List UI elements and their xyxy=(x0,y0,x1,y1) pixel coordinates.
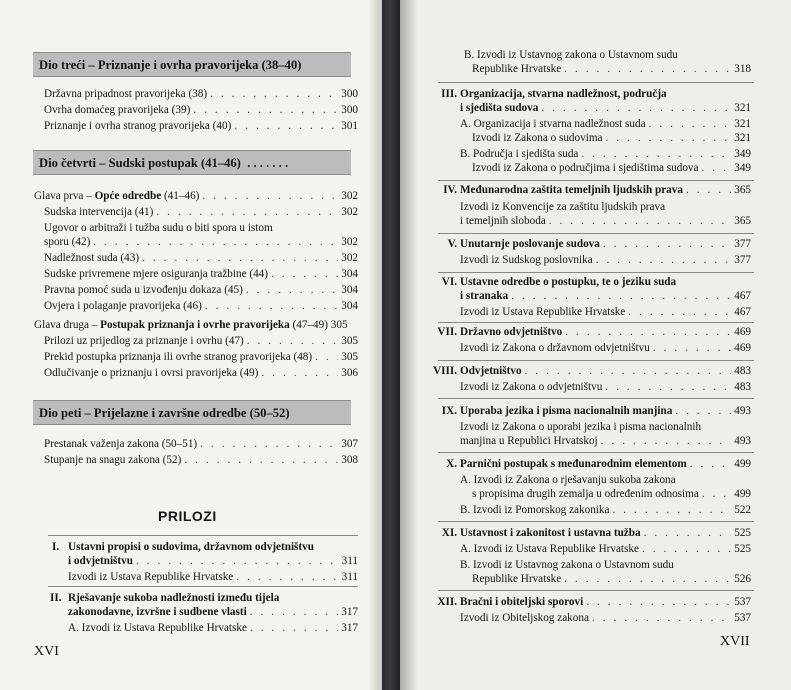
book-gutter xyxy=(382,0,400,690)
toc-sub-entry[interactable]: Izvodi iz Obiteljskog zakona . . . 537 xyxy=(460,611,751,625)
toc-chapter[interactable]: Unutarnje poslovanje sudova . . . 377 xyxy=(460,237,751,251)
divider xyxy=(438,180,754,181)
toc-sub-entry-line: A. Izvodi iz Zakona o rješavanju sukoba zakona xyxy=(460,474,676,486)
toc-entry[interactable]: Prestanak važenja zakona (50–51) . . . 307 xyxy=(44,437,358,451)
toc-sub-entry-line: Izvodi iz Zakona o uporabi jezika i pisma nacionalnih xyxy=(460,421,702,433)
toc-sub-entry[interactable]: manjina u Republici Hrvatskoj . . . 493 xyxy=(460,434,751,448)
toc-sub-entry[interactable]: Republike Hrvatske . . . 526 xyxy=(472,572,751,586)
toc-entry[interactable]: Priznanje i ovrha stranog pravorijeka (40) . . . 301 xyxy=(44,119,358,133)
divider xyxy=(48,535,358,536)
divider xyxy=(48,586,358,587)
chapter-number: III. xyxy=(441,88,457,100)
toc-sub-entry[interactable]: A. Izvodi iz Ustava Republike Hrvatske . . . 525 xyxy=(460,542,751,556)
toc-chapter[interactable]: Uporaba jezika i pisma nacionalnih manjina . . . 493 xyxy=(460,404,751,418)
toc-entry[interactable]: Ovrha domaćeg pravorijeka (39) . . . 300 xyxy=(44,103,358,117)
toc-sub-entry[interactable]: A. Organizacija i stvarna nadležnost suda . . . 321 xyxy=(460,117,751,131)
toc-sub-entry-line: B. Izvodi iz Ustavnog zakona o Ustavnom sudu xyxy=(464,49,678,61)
right-page xyxy=(400,0,791,690)
divider xyxy=(438,233,754,234)
section-header: Dio treći – Priznanje i ovrha pravorijeka (38–40) xyxy=(33,52,351,77)
annex-title: Ustavni propisi o sudovima, državnom odvjetništvu xyxy=(68,541,314,553)
annex-title: Rješavanje sukoba nadležnosti između tijela xyxy=(68,592,280,604)
toc-sub-entry[interactable]: Izvodi iz Zakona o državnom odvjetništvu . . . 469 xyxy=(460,341,751,355)
toc-chapter[interactable]: Parnični postupak s međunarodnim elementom . . . 499 xyxy=(460,457,751,471)
toc-entry[interactable]: Ovjera i polaganje pravorijeka (46) . . . 304 xyxy=(44,299,358,313)
divider xyxy=(438,82,754,83)
toc-sub-entry[interactable]: Izvodi iz Zakona o područjima i sjedištima sudova . . . 349 xyxy=(472,161,751,175)
toc-chapter[interactable]: Glava druga – Postupak priznanja i ovrhe pravorijeka (47–49) 305 xyxy=(34,319,348,331)
toc-chapter[interactable]: i sjedišta sudova . . . 321 xyxy=(460,101,751,115)
chapter-title: Organizacija, stvarna nadležnost, područja xyxy=(460,88,667,100)
chapter-number: VI. xyxy=(441,276,457,288)
chapter-number: IV. xyxy=(443,184,457,196)
chapter-number: XI. xyxy=(441,527,457,539)
divider xyxy=(438,521,754,522)
toc-sub-entry[interactable]: B. Izvodi iz Pomorskog zakonika . . . 522 xyxy=(460,503,751,517)
divider xyxy=(438,360,754,361)
toc-entry[interactable]: Prekid postupka priznanja ili ovrhe stranog pravorijeka (48) . . . 305 xyxy=(44,350,358,364)
toc-sub-entry-line: Izvodi iz Konvencije za zaštitu ljudskih prava xyxy=(460,201,666,213)
toc-sub-entry[interactable]: Izvodi iz Ustava Republike Hrvatske . . . 467 xyxy=(460,305,751,319)
left-page xyxy=(0,0,382,690)
annex-sub-entry[interactable]: Izvodi iz Ustava Republike Hrvatske . . . 311 xyxy=(68,570,358,584)
chapter-title: Ustavne odredbe o postupku, te o jeziku suda xyxy=(460,276,677,288)
annex-entry[interactable]: i odvjetništvu . . . 311 xyxy=(68,554,358,568)
toc-sub-entry[interactable]: Izvodi iz Zakona o odvjetništvu . . . 483 xyxy=(460,380,751,394)
toc-entry[interactable]: Sudska intervencija (41) . . . 302 xyxy=(44,205,358,219)
divider xyxy=(438,590,754,591)
toc-entry[interactable]: Državna pripadnost pravorijeka (38) . . . 300 xyxy=(44,87,358,101)
annex-heading: PRILOZI xyxy=(158,508,217,524)
toc-chapter[interactable]: Ustavnost i zakonitost i ustavna tužba . . . 525 xyxy=(460,526,751,540)
section-header: Dio peti – Prijelazne i završne odredbe (50–52) xyxy=(33,400,351,425)
toc-entry-line: Ugovor o arbitraži i tužba sudu o biti spora u istom xyxy=(44,222,273,234)
divider xyxy=(438,452,754,453)
page-number: XVI xyxy=(34,644,59,659)
page-number: XVII xyxy=(720,634,750,649)
annex-number: I. xyxy=(52,541,60,553)
chapter-number: V. xyxy=(447,238,457,250)
toc-entry[interactable]: Prilozi uz prijedlog za priznanje i ovrhu (47) . . . 305 xyxy=(44,334,358,348)
toc-entry[interactable]: Pravna pomoć suda u izvođenju dokaza (45) . . . 304 xyxy=(44,283,358,297)
toc-chapter[interactable]: Državno odvjetništvo . . . 469 xyxy=(460,325,751,339)
toc-sub-entry[interactable]: Republike Hrvatske . . . 318 xyxy=(472,62,751,76)
chapter-number: VII. xyxy=(437,326,457,338)
toc-chapter[interactable]: Međunarodna zaštita temeljnih ljudskih prava . . . 365 xyxy=(460,183,751,197)
divider xyxy=(438,272,754,273)
toc-entry[interactable]: Nadležnost suda (43) . . . 302 xyxy=(44,251,358,265)
divider xyxy=(438,322,754,323)
toc-entry[interactable]: Stupanje na snagu zakona (52) . . . 308 xyxy=(44,453,358,467)
toc-chapter[interactable]: Bračni i obiteljski sporovi . . . 537 xyxy=(460,595,751,609)
toc-entry[interactable]: sporu (42) . . . 302 xyxy=(44,235,358,249)
toc-entry[interactable]: Odlučivanje o priznanju i ovrsi pravorijeka (49) . . . 306 xyxy=(44,366,358,380)
toc-chapter[interactable]: Odvjetništvo . . . 483 xyxy=(460,364,751,378)
chapter-number: VIII. xyxy=(433,365,457,377)
chapter-number: XII. xyxy=(437,596,457,608)
section-header: Dio četvrti – Sudski postupak (41–46) . . . . . . . xyxy=(33,150,351,175)
annex-entry[interactable]: zakonodavne, izvršne i sudbene vlasti . . . 317 xyxy=(68,605,358,619)
toc-sub-entry-line: B. Izvodi iz Ustavnog zakona o Ustavnom sudu xyxy=(460,559,674,571)
divider xyxy=(438,398,754,399)
toc-sub-entry[interactable]: B. Područja i sjedišta suda . . . 349 xyxy=(460,147,751,161)
chapter-number: IX. xyxy=(441,405,457,417)
toc-chapter[interactable]: i stranaka . . . 467 xyxy=(460,289,751,303)
toc-entry[interactable]: Sudske privremene mjere osiguranja tražbine (44) . . . 304 xyxy=(44,267,358,281)
chapter-number: X. xyxy=(446,458,457,470)
annex-sub-entry[interactable]: A. Izvodi iz Ustava Republike Hrvatske . . . 317 xyxy=(68,621,358,635)
toc-sub-entry[interactable]: Izvodi iz Zakona o sudovima . . . 321 xyxy=(472,131,751,145)
annex-number: II. xyxy=(50,592,62,604)
toc-chapter[interactable]: Glava prva – Opće odredbe (41–46) . . . 302 xyxy=(34,189,358,203)
toc-sub-entry[interactable]: Izvodi iz Sudskog poslovnika . . . 377 xyxy=(460,253,751,267)
toc-sub-entry[interactable]: i temeljnih sloboda . . . 365 xyxy=(460,214,751,228)
toc-sub-entry[interactable]: s propisima drugih zemalja u određenim odnosima . . . 499 xyxy=(472,487,751,501)
